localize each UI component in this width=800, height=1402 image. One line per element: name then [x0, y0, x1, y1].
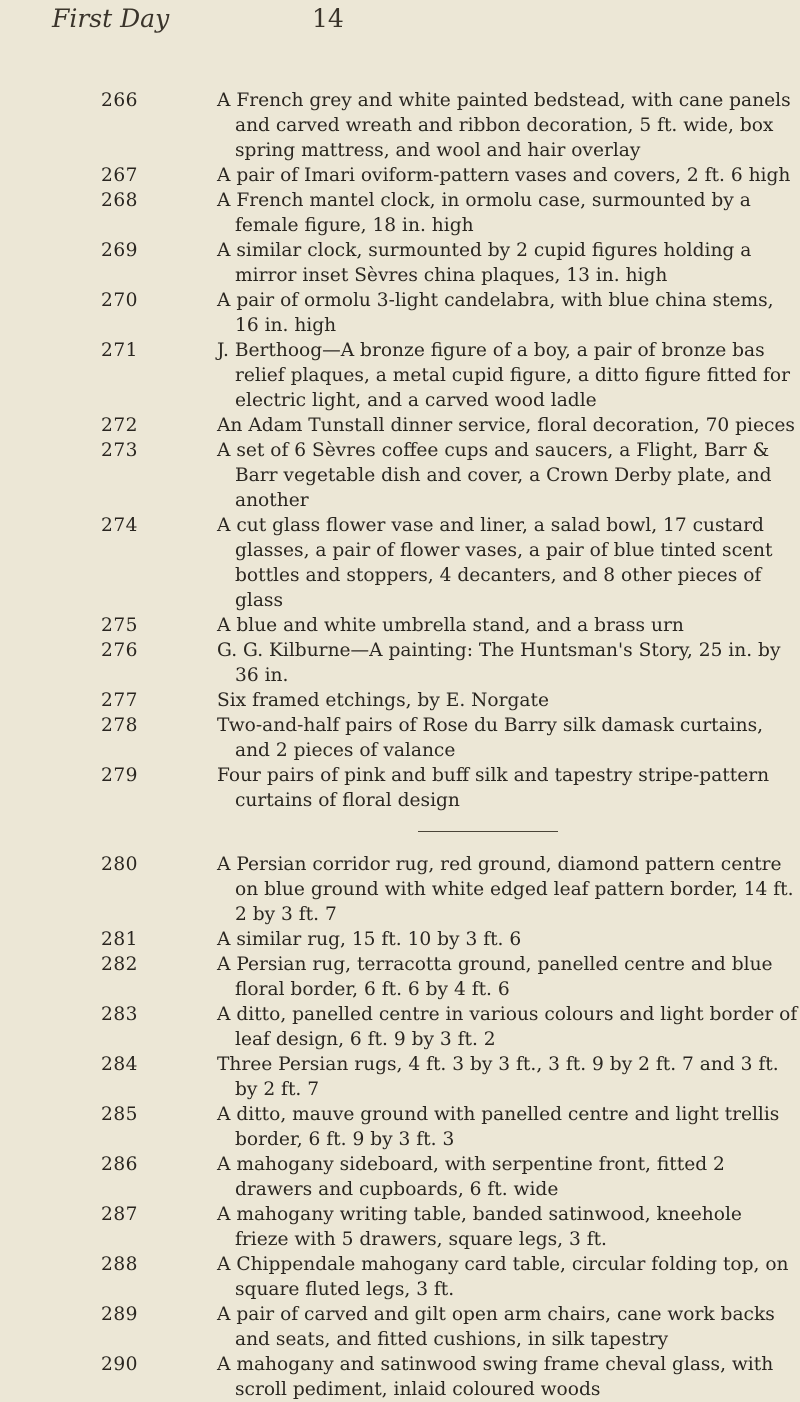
- lot-entry: [0, 238, 800, 288]
- lot-entry: [0, 613, 800, 638]
- lot-entry: [0, 438, 800, 513]
- lot-description: A French mantel clock, in ormolu case, surmounted by a female figure, 18 in. high: [217, 190, 751, 236]
- lot-description: Three Persian rugs, 4 ft. 3 by 3 ft., 3 ft. 9 by 2 ft. 7 and 3 ft. by 2 ft. 7: [217, 1054, 779, 1100]
- lot-description: A Persian rug, terracotta ground, panelled centre and blue floral border, 6 ft. 6 by 4 ft. 6: [217, 954, 773, 1000]
- lot-number: 269: [101, 240, 138, 261]
- page-number: 14: [312, 4, 344, 33]
- lot-number: 268: [101, 190, 138, 211]
- lot-description: A similar rug, 15 ft. 10 by 3 ft. 6: [217, 929, 522, 950]
- lot-group-b: [0, 852, 800, 1402]
- lot-number: 290: [101, 1354, 138, 1375]
- lot-number: 274: [101, 515, 138, 536]
- lot-description: J. Berthoog—A bronze figure of a boy, a pair of bronze bas relief plaques, a metal cupid figure, a ditto figure fitted for electric light, and a carved wood ladle: [217, 340, 790, 411]
- lot-entry: [0, 1002, 800, 1052]
- lot-description: A ditto, mauve ground with panelled centre and light trellis border, 6 ft. 9 by 3 ft. 3: [217, 1104, 780, 1150]
- lot-number: 289: [101, 1304, 138, 1325]
- lot-number: 271: [101, 340, 138, 361]
- lot-description: Four pairs of pink and buff silk and tapestry stripe-pattern curtains of floral design: [217, 765, 770, 811]
- lot-entry: [0, 1202, 800, 1252]
- lot-number: 266: [101, 90, 138, 111]
- lot-description: A set of 6 Sèvres coffee cups and saucers, a Flight, Barr & Barr vegetable dish and cover, a Crown Derby plate, and another: [217, 440, 772, 511]
- lot-number: 284: [101, 1054, 138, 1075]
- lot-entry: [0, 1102, 800, 1152]
- lot-description: A Chippendale mahogany card table, circular folding top, on square fluted legs, 3 ft.: [217, 1254, 789, 1300]
- lot-entry: [0, 1302, 800, 1352]
- lot-list: [0, 88, 800, 1402]
- lot-entry: [0, 288, 800, 338]
- lot-entry: [0, 763, 800, 813]
- lot-group-a: [0, 88, 800, 813]
- lot-description: An Adam Tunstall dinner service, floral decoration, 70 pieces: [217, 415, 795, 436]
- lot-number: 280: [101, 854, 138, 875]
- lot-entry: [0, 1152, 800, 1202]
- lot-entry: [0, 88, 800, 163]
- lot-entry: [0, 188, 800, 238]
- lot-entry: [0, 952, 800, 1002]
- lot-entry: [0, 927, 800, 952]
- day-title: First Day: [52, 4, 170, 33]
- lot-entry: [0, 1252, 800, 1302]
- lot-entry: [0, 338, 800, 413]
- lot-number: 272: [101, 415, 138, 436]
- lot-description: A similar clock, surmounted by 2 cupid figures holding a mirror inset Sèvres china plaques, 13 in. high: [217, 240, 752, 286]
- lot-description: Six framed etchings, by E. Norgate: [217, 690, 549, 711]
- lot-number: 267: [101, 165, 138, 186]
- lot-description: A ditto, panelled centre in various colours and light border of leaf design, 6 ft. 9 by 3 ft. 2: [217, 1004, 798, 1050]
- lot-entry: [0, 638, 800, 688]
- lot-description: A blue and white umbrella stand, and a brass urn: [217, 615, 684, 636]
- section-divider: [418, 831, 558, 832]
- lot-number: 285: [101, 1104, 138, 1125]
- lot-number: 278: [101, 715, 138, 736]
- lot-number: 281: [101, 929, 138, 950]
- lot-number: 288: [101, 1254, 138, 1275]
- lot-number: 286: [101, 1154, 138, 1175]
- lot-number: 283: [101, 1004, 138, 1025]
- lot-entry: [0, 163, 800, 188]
- lot-number: 270: [101, 290, 138, 311]
- lot-entry: [0, 413, 800, 438]
- lot-description: G. G. Kilburne—A painting: The Huntsman's Story, 25 in. by 36 in.: [217, 640, 781, 686]
- lot-description: A mahogany sideboard, with serpentine front, fitted 2 drawers and cupboards, 6 ft. wide: [217, 1154, 725, 1200]
- lot-entry: [0, 713, 800, 763]
- lot-number: 287: [101, 1204, 138, 1225]
- lot-description: Two-and-half pairs of Rose du Barry silk damask curtains, and 2 pieces of valance: [217, 715, 764, 761]
- lot-number: 273: [101, 440, 138, 461]
- lot-entry: [0, 852, 800, 927]
- lot-description: A mahogany and satinwood swing frame cheval glass, with scroll pediment, inlaid coloured woods: [217, 1354, 774, 1400]
- lot-entry: [0, 1352, 800, 1402]
- lot-entry: [0, 1052, 800, 1102]
- lot-entry: [0, 688, 800, 713]
- lot-description: A cut glass flower vase and liner, a salad bowl, 17 custard glasses, a pair of flower vases, a pair of blue tinted scent bottles and stoppers, 4 decanters, and 8 other pieces of glass: [217, 515, 773, 611]
- lot-description: A French grey and white painted bedstead, with cane panels and carved wreath and ribbon decoration, 5 ft. wide, box spring mattress, and wool and hair overlay: [217, 90, 791, 161]
- lot-number: 279: [101, 765, 138, 786]
- lot-entry: [0, 513, 800, 613]
- lot-number: 276: [101, 640, 138, 661]
- lot-description: A pair of carved and gilt open arm chairs, cane work backs and seats, and fitted cushions, in silk tapestry: [217, 1304, 775, 1350]
- lot-description: A Persian corridor rug, red ground, diamond pattern centre on blue ground with white edged leaf pattern border, 14 ft. 2 by 3 ft. 7: [217, 854, 794, 925]
- lot-description: A pair of Imari oviform-pattern vases and covers, 2 ft. 6 high: [217, 165, 791, 186]
- lot-number: 282: [101, 954, 138, 975]
- lot-number: 277: [101, 690, 138, 711]
- lot-description: A mahogany writing table, banded satinwood, kneehole frieze with 5 drawers, square legs, 3 ft.: [217, 1204, 742, 1250]
- lot-description: A pair of ormolu 3-light candelabra, with blue china stems, 16 in. high: [217, 290, 774, 336]
- lot-number: 275: [101, 615, 138, 636]
